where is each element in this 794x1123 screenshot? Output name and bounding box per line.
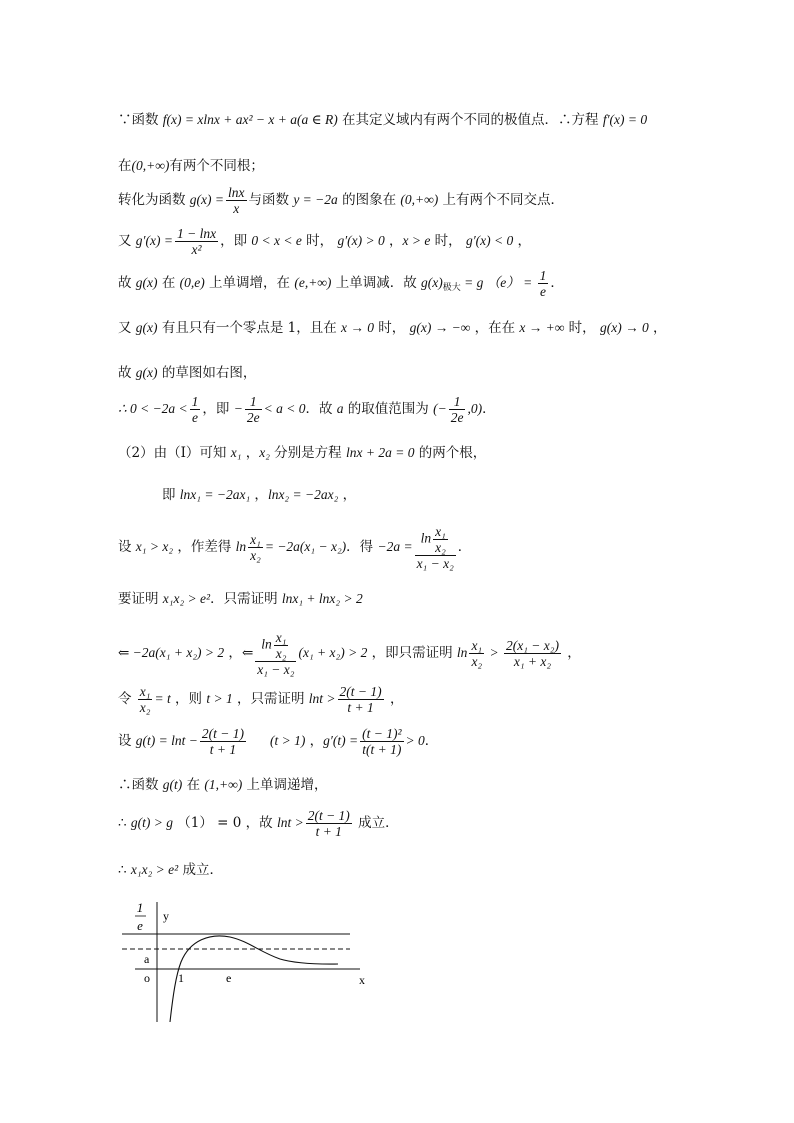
text: ， xyxy=(384,233,403,249)
formula: (1,+∞) xyxy=(204,777,243,792)
formula: (t > 1) xyxy=(270,733,306,748)
text: ．得 xyxy=(346,539,378,555)
text: ．故 xyxy=(305,401,337,417)
text: 设 xyxy=(118,539,136,555)
text-line-18 xyxy=(118,858,223,878)
formula: − xyxy=(233,401,243,416)
formula: lnx₂ = −2ax₂ xyxy=(267,487,339,502)
formula: ln xyxy=(456,645,468,660)
formula: g′(x) > 0 xyxy=(337,233,385,248)
formula: x₁ xyxy=(230,445,242,460)
fraction xyxy=(538,268,549,299)
fraction xyxy=(504,638,561,669)
text: ∴ xyxy=(118,862,131,878)
text: ， xyxy=(513,233,532,249)
text: 令 xyxy=(118,691,136,707)
denominator: e xyxy=(192,410,199,425)
denominator: 2e xyxy=(246,410,260,425)
text-line-9 xyxy=(118,441,486,461)
label-x: x xyxy=(359,973,365,987)
text-line-17 xyxy=(118,808,399,839)
formula: x₂ xyxy=(259,445,270,460)
fraction xyxy=(190,394,201,425)
fraction xyxy=(255,630,296,677)
formula: (0,+∞) xyxy=(131,158,170,173)
text: 时， xyxy=(430,233,466,249)
formula: lnx + 2a = 0 xyxy=(345,445,415,460)
text: ， xyxy=(385,691,404,707)
text: 故 xyxy=(118,275,136,291)
formula: t > 1 xyxy=(206,691,233,706)
text: ．只需证明 xyxy=(210,591,282,607)
formula: x₁x₂ > e² xyxy=(130,862,179,877)
label-one-over-e-den: e xyxy=(137,918,143,933)
denominator: t + 1 xyxy=(347,700,374,715)
text: 时， xyxy=(301,233,338,249)
formula: ,0) xyxy=(467,401,483,416)
text: ， xyxy=(648,320,667,336)
formula: = g （e） = xyxy=(460,275,536,290)
text: 设 xyxy=(118,733,136,749)
fraction xyxy=(226,185,247,216)
formula: x → 0 xyxy=(341,320,374,335)
formula: x > e xyxy=(402,233,431,248)
formula: > xyxy=(486,645,502,660)
text: 上有两个不同交点． xyxy=(438,192,565,208)
formula: g(x) xyxy=(135,320,158,335)
text: ∴函数 xyxy=(118,777,163,793)
text: ， xyxy=(562,645,581,661)
text: ，则 xyxy=(170,691,207,707)
formula: g′(t) = xyxy=(323,733,359,748)
text-line-14 xyxy=(118,684,403,715)
formula: g′(x) = xyxy=(135,233,173,248)
text-line-16 xyxy=(118,773,328,793)
text-line-5 xyxy=(118,268,564,299)
formula: g(x) xyxy=(421,275,443,290)
fraction xyxy=(306,808,352,839)
formula: ln xyxy=(235,539,247,554)
formula: lnx₁ = −2ax₁ xyxy=(179,487,251,502)
label-1: 1 xyxy=(178,971,184,985)
text: 有两个不同根； xyxy=(169,158,264,174)
denominator: 2e xyxy=(450,410,464,425)
text: 在 xyxy=(182,777,205,793)
text: ， xyxy=(250,487,268,503)
text-line-2 xyxy=(118,154,264,174)
numerator: 1 xyxy=(539,268,547,283)
text: 在 xyxy=(118,158,132,174)
formula: g(x) = xyxy=(189,192,225,207)
text: ． xyxy=(482,401,496,417)
formula: (e,+∞) xyxy=(294,275,332,290)
denominator: x₂ xyxy=(250,548,261,563)
label-one-over-e-num: 1 xyxy=(136,900,144,915)
denominator: t + 1 xyxy=(209,742,237,757)
formula: ⇐ −2a(x₁ + x₂) > 2 xyxy=(118,645,225,660)
subscript: 极大 xyxy=(442,283,461,293)
text: 要证明 xyxy=(118,591,163,607)
fraction xyxy=(415,524,456,571)
denominator: e xyxy=(539,284,546,299)
text-line-11 xyxy=(118,524,471,571)
formula: f′(x) = 0 xyxy=(602,112,648,127)
fraction xyxy=(138,684,153,715)
text-line-3 xyxy=(118,185,564,216)
text: ，即 xyxy=(220,233,252,249)
denominator: x² xyxy=(191,242,202,257)
denominator: x xyxy=(233,201,240,216)
numerator: x₁ xyxy=(471,638,483,653)
text: （2）由（Ⅰ）可知 xyxy=(118,445,231,461)
text: 时， xyxy=(374,320,410,336)
text: 上单调递增， xyxy=(242,777,328,793)
fraction xyxy=(200,726,246,757)
formula: = t xyxy=(154,691,171,706)
text: 的草图如右图， xyxy=(157,365,257,381)
numerator xyxy=(255,630,296,662)
text: ． xyxy=(457,539,472,555)
text: 上单调增，在 xyxy=(204,275,295,291)
formula: g(t) > g xyxy=(130,815,173,830)
denominator: t + 1 xyxy=(315,824,342,839)
formula: (− xyxy=(433,401,447,416)
label-e: e xyxy=(226,971,232,985)
text-line-1 xyxy=(118,108,647,128)
text-line-12 xyxy=(118,587,363,607)
denominator: x₂ xyxy=(139,700,151,715)
text: ． xyxy=(424,733,439,749)
denominator: x₂ xyxy=(471,654,483,669)
text-line-6 xyxy=(118,316,667,336)
text: 故 xyxy=(118,365,136,381)
text: ， xyxy=(338,487,357,503)
fraction xyxy=(338,684,384,715)
formula: lnx₁ + lnx₂ > 2 xyxy=(281,591,363,606)
denominator: x₂ xyxy=(275,646,287,661)
text: 的图象在 xyxy=(337,192,401,208)
formula: x₁x₂ > e² xyxy=(162,591,211,606)
formula: g(t) = lnt − xyxy=(135,733,198,748)
formula: g(x) xyxy=(135,275,158,290)
text: 在 xyxy=(157,275,180,291)
text: 即 xyxy=(162,487,180,503)
text: ． xyxy=(550,275,564,291)
text: ， xyxy=(224,645,242,661)
denominator: x₁ − x₂ xyxy=(416,556,454,571)
formula: g′(x) < 0 xyxy=(465,233,514,248)
numerator: (t − 1)² xyxy=(362,726,402,741)
fraction xyxy=(360,726,403,757)
text: ，只需证明 xyxy=(232,691,309,707)
text: 分别是方程 xyxy=(269,445,346,461)
text: ，作差得 xyxy=(173,539,236,555)
text-line-8 xyxy=(118,394,496,425)
text: 与函数 xyxy=(248,192,294,208)
formula: a xyxy=(336,401,344,416)
ln-text: ln xyxy=(261,636,272,652)
numerator: 2(t − 1) xyxy=(339,684,382,699)
text: 又 xyxy=(118,320,136,336)
numerator: lnx xyxy=(228,185,245,200)
numerator: x₁ xyxy=(435,524,446,539)
formula: x₁ > x₂ xyxy=(135,539,174,554)
numerator: x₁ xyxy=(139,684,151,699)
text: ，在在 xyxy=(470,320,520,336)
text: ∵函数 xyxy=(118,112,163,128)
numerator: 1 xyxy=(191,394,199,409)
text: 上单调减．故 xyxy=(331,275,422,291)
formula: (0,e) xyxy=(179,275,205,290)
text: 在其定义域内有两个不同的极值点．∴方程 xyxy=(337,112,603,128)
text: ∴ xyxy=(118,815,131,831)
text: 成立． xyxy=(178,862,223,878)
fraction xyxy=(175,226,218,257)
numerator: 1 xyxy=(449,394,466,410)
formula: lnt > xyxy=(276,815,304,830)
ln-text: ln xyxy=(420,530,432,546)
fraction xyxy=(245,394,262,425)
numerator: x₁ xyxy=(275,630,287,645)
numerator xyxy=(415,524,456,556)
denominator: x₁ − x₂ xyxy=(257,662,295,677)
formula: g(x) xyxy=(135,365,158,380)
numerator: 2(x₁ − x₂) xyxy=(506,638,559,653)
formula: < a < 0 xyxy=(263,401,306,416)
numerator: 1 xyxy=(245,394,262,410)
text-line-7 xyxy=(118,361,256,381)
text: 有且只有一个零点是 1，且在 xyxy=(157,320,341,336)
formula: > 0 xyxy=(405,733,425,748)
text: 的取值范围为 xyxy=(343,401,434,417)
formula: x → +∞ xyxy=(519,320,565,335)
formula: g(t) xyxy=(162,777,183,792)
formula: = −2a(x₁ − x₂) xyxy=(264,539,347,554)
text: ， xyxy=(241,445,260,461)
text: ，即 xyxy=(202,401,234,417)
numerator: 1 − lnx xyxy=(176,226,217,241)
label-a: a xyxy=(144,952,150,966)
numerator: 2(t − 1) xyxy=(201,726,244,741)
formula: 0 < x < e xyxy=(251,233,302,248)
formula: y = −2a xyxy=(293,192,338,207)
inner-fraction xyxy=(274,630,289,661)
denominator: x₂ xyxy=(435,540,446,555)
denominator: x₁ + x₂ xyxy=(513,654,552,669)
label-o: o xyxy=(144,971,150,985)
formula: (0,+∞) xyxy=(400,192,439,207)
formula: lnt > xyxy=(308,691,336,706)
formula: −2a = xyxy=(377,539,413,554)
text-line-15 xyxy=(118,726,438,757)
text: 成立． xyxy=(353,815,399,831)
formula: ⇐ xyxy=(241,645,254,660)
text: 转化为函数 xyxy=(118,192,190,208)
fraction xyxy=(449,394,466,425)
formula: ∴ 0 < −2a < xyxy=(118,401,188,416)
numerator: x₁ xyxy=(250,532,261,547)
text: 又 xyxy=(118,233,136,249)
function-sketch-graph xyxy=(110,890,380,1030)
formula: g(x) → −∞ xyxy=(409,320,471,335)
text: ， xyxy=(305,733,324,749)
text: ，即只需证明 xyxy=(367,645,457,661)
text-line-10 xyxy=(162,483,356,503)
label-y: y xyxy=(163,909,169,923)
formula: (x₁ + x₂) > 2 xyxy=(298,645,368,660)
formula: f(x) = xlnx + ax² − x + a(a ∈ R) xyxy=(162,112,338,127)
inner-fraction xyxy=(433,524,448,555)
fraction xyxy=(248,532,263,563)
formula: g(x) → 0 xyxy=(599,320,649,335)
text: 的两个根， xyxy=(414,445,487,461)
numerator: 2(t − 1) xyxy=(307,808,350,823)
text-line-4 xyxy=(118,226,531,257)
text: 时， xyxy=(564,320,600,336)
text-line-13 xyxy=(118,630,581,677)
text: （1） = 0 ，故 xyxy=(173,815,277,831)
denominator: t(t + 1) xyxy=(362,742,402,757)
fraction xyxy=(469,638,484,669)
